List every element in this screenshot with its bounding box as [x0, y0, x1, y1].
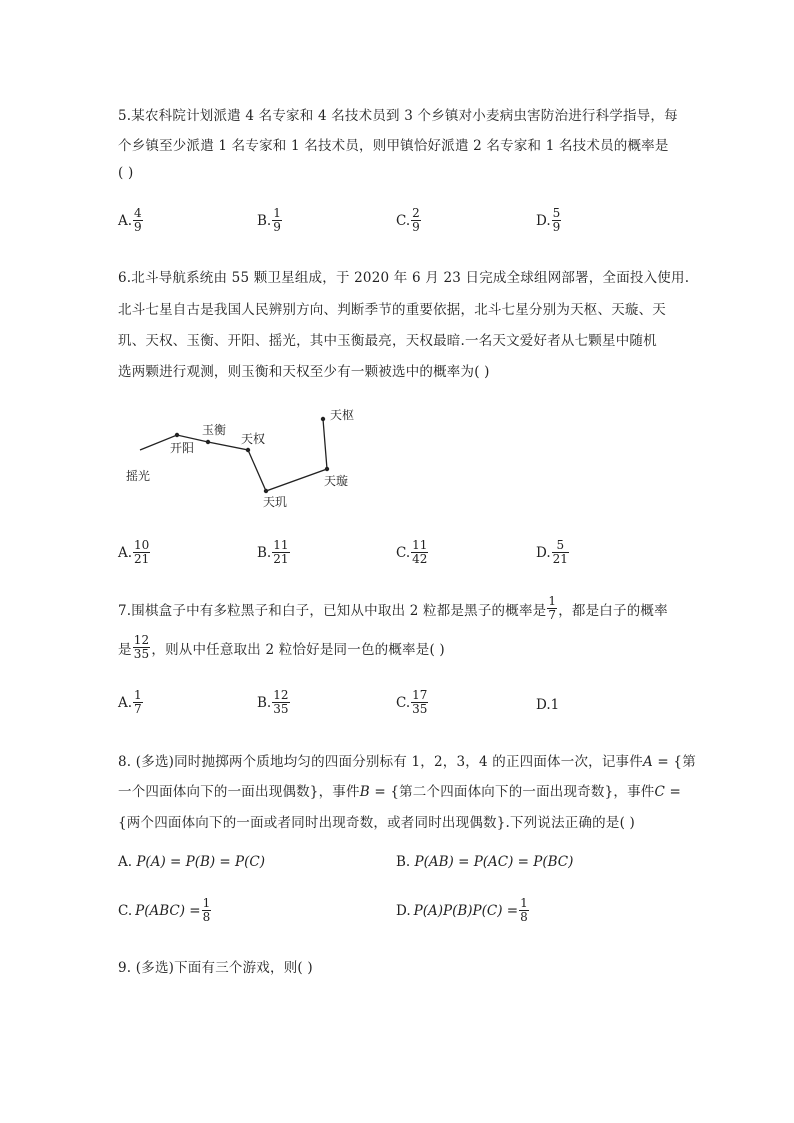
q5-line-3: ( ) [118, 165, 134, 181]
star-kaiyang-dot [175, 433, 179, 437]
star-tianxuan-label: 天璇 [324, 474, 349, 488]
option-label: D. [536, 697, 551, 713]
q8-line-3: {两个四面体向下的一面或者同时出现奇数，或者同时出现偶数}.下列说法正确的是( ) [118, 815, 635, 831]
q6-option-b[interactable] [257, 539, 291, 566]
q5-line-1: 5.某农科院计划派遣 4 名专家和 4 名技术员到 3 个乡镇对小麦病虫害防治进行科学指导，每 [118, 108, 678, 124]
option-label: D. [536, 212, 551, 229]
star-kaiyang-label: 开阳 [170, 441, 195, 455]
option-expression: P(A)P(B)P(C) = [413, 902, 519, 919]
fraction: $\frac{17}{35}$ [412, 688, 428, 716]
option-label: D. [396, 902, 411, 919]
option-expression: P(AB) = P(AC) = P(BC) [414, 854, 574, 870]
q6-line-3: 玑、天权、玉衡、开阳、摇光，其中玉衡最亮，天权最暗.一名天文爱好者从七颗星中随机 [118, 333, 657, 349]
q7-option-b[interactable] [257, 689, 291, 716]
q8-line-1: 8. (多选)同时抛掷两个质地均匀的四面分别标有 1，2，3，4 的正四面体一次，记事件A = {第 [118, 754, 696, 770]
q7-option-a[interactable] [118, 689, 144, 716]
option-label: A. [118, 694, 133, 711]
q5-option-d[interactable] [536, 207, 562, 234]
fraction: $\frac{1}{9}$ [273, 206, 281, 234]
star-tianji-label: 天玑 [263, 495, 288, 509]
q8-line-2: 一个四面体向下的一面出现偶数}，事件B = {第二个四面体向下的一面出现奇数}，事件C = [118, 784, 682, 800]
star-yuheng-label: 玉衡 [202, 423, 227, 437]
q6-option-d[interactable] [536, 539, 570, 566]
star-tianshu-dot [321, 417, 325, 421]
option-label: C. [396, 544, 411, 561]
fraction: $\frac{11}{42}$ [412, 538, 428, 566]
q7-option-c[interactable] [396, 689, 429, 716]
option-label: B. [257, 212, 272, 229]
star-tianji-dot [264, 489, 268, 493]
fraction: $\frac{5}{21}$ [552, 538, 568, 566]
option-label: C. [396, 212, 411, 229]
option-label: C. [396, 694, 411, 711]
fraction: $\frac{12}{35}$ [273, 688, 289, 716]
star-tianxuan-dot [325, 467, 329, 471]
q8-option-b[interactable] [396, 854, 573, 870]
option-label: A. [118, 544, 133, 561]
q5-option-a[interactable] [118, 207, 144, 234]
fraction: $\frac{1}{8}$ [520, 896, 528, 924]
dipper-line [140, 419, 327, 491]
star-yaoguang-label: 摇光 [126, 469, 151, 483]
option-expression: P(A) = P(B) = P(C) [136, 854, 265, 870]
option-value: 1 [550, 697, 560, 713]
star-tianquan-dot [246, 448, 250, 452]
fraction: $\frac{12}{35}$ [133, 633, 150, 661]
option-label: A. [118, 854, 133, 870]
fraction: $\frac{5}{9}$ [552, 206, 561, 234]
q7-line-2: 是 $\frac{12}{35}$ ，则从中任意取出 2 粒恰好是同一色的概率是( ) [118, 633, 445, 661]
big-dipper-figure [110, 400, 370, 520]
star-tianquan-label: 天权 [241, 432, 266, 446]
star-tianshu-label: 天枢 [330, 408, 355, 422]
option-label: A. [118, 212, 133, 229]
q5-option-c[interactable] [396, 207, 422, 234]
fraction: $\frac{2}{9}$ [412, 206, 420, 234]
fraction: $\frac{10}{21}$ [134, 538, 150, 566]
option-label: B. [257, 544, 272, 561]
q6-line-1: 6.北斗导航系统由 55 颗卫星组成，于 2020 年 6 月 23 日完成全球组网部署，全面投入使用. [118, 270, 690, 286]
q7-line-1: 7.围棋盒子中有多粒黑子和白子，已知从中取出 2 粒都是黑子的概率是 $\frac{1}{7}$ ，都是白子的概率 [118, 594, 668, 622]
fraction: $\frac{11}{21}$ [273, 538, 289, 566]
option-label: C. [118, 902, 133, 919]
option-expression: P(ABC) = [135, 902, 201, 919]
q8-option-c[interactable] [118, 897, 212, 924]
q6-option-a[interactable] [118, 539, 151, 566]
option-label: B. [257, 694, 272, 711]
fraction: $\frac{1}{7}$ [548, 594, 557, 622]
fraction: $\frac{1}{8}$ [202, 896, 211, 924]
q6-line-2: 北斗七星自古是我国人民辨别方向、判断季节的重要依据，北斗七星分别为天枢、天璇、天 [118, 302, 666, 318]
option-label: D. [536, 544, 551, 561]
option-label: B. [396, 854, 411, 870]
fraction: $\frac{4}{9}$ [134, 206, 142, 234]
fraction: $\frac{1}{7}$ [134, 688, 142, 716]
q7-option-d[interactable] [536, 697, 559, 713]
star-yuheng-dot [206, 440, 210, 444]
q9-line-1: 9. (多选)下面有三个游戏，则( ) [118, 960, 313, 976]
q6-option-c[interactable] [396, 539, 429, 566]
q6-line-4: 选两颗进行观测，则玉衡和天权至少有一颗被选中的概率为( ) [118, 364, 490, 380]
q5-option-b[interactable] [257, 207, 283, 234]
q8-option-a[interactable] [118, 854, 265, 870]
q8-option-d[interactable] [396, 897, 530, 924]
q5-line-2: 个乡镇至少派遣 1 名专家和 1 名技术员，则甲镇恰好派遣 2 名专家和 1 名技术员的概率是 [118, 138, 669, 154]
